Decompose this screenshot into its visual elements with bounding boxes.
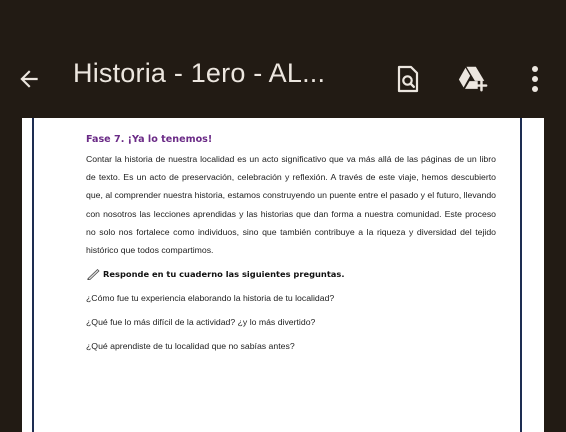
phase-heading: Fase 7. ¡Ya lo tenemos! — [86, 134, 213, 145]
page-content — [86, 134, 496, 352]
more-vert-icon — [531, 65, 539, 93]
top-app-bar — [0, 40, 566, 118]
back-button[interactable] — [14, 64, 44, 94]
drive-add-icon — [457, 64, 489, 94]
document-viewer[interactable] — [0, 118, 566, 432]
body-paragraph: Contar la historia de nuestra localidad es un acto significativo que va más allá de las páginas de un libro de texto. Es un acto de preservación, celebración y reflexión. A través de este viaje, hemos descubierto que, al comprender nuestra historia, estamos construyendo un puente entre el pasado y el futuro, llevando con nosotros las lecciones aprendidas y las historias que dan forma a nuestra comunidad. Este proceso no solo nos fortalece como individuos, sino que también contribuye a la riqueza y diversidad del tejido histórico que todos compartimos. — [86, 154, 497, 256]
document-title: Historia - 1ero - AL... — [73, 58, 326, 88]
arrow-left-icon — [16, 66, 42, 92]
search-in-document-button[interactable] — [392, 62, 424, 96]
question-item: ¿Cómo fue tu experiencia elaborando la historia de tu localidad? — [86, 293, 335, 304]
pdf-page — [22, 118, 544, 432]
question-item: ¿Qué aprendiste de tu localidad que no sabías antes? — [86, 341, 295, 352]
pencil-icon — [86, 268, 100, 280]
add-to-drive-button[interactable] — [457, 62, 489, 96]
more-options-button[interactable] — [519, 62, 551, 96]
document-search-icon — [396, 65, 420, 93]
question-item: ¿Qué fue lo más difícil de la actividad? ¿y lo más divertido? — [86, 317, 316, 328]
instruction-line — [86, 268, 496, 280]
instruction-text: Responde en tu cuaderno las siguientes preguntas. — [103, 269, 345, 280]
